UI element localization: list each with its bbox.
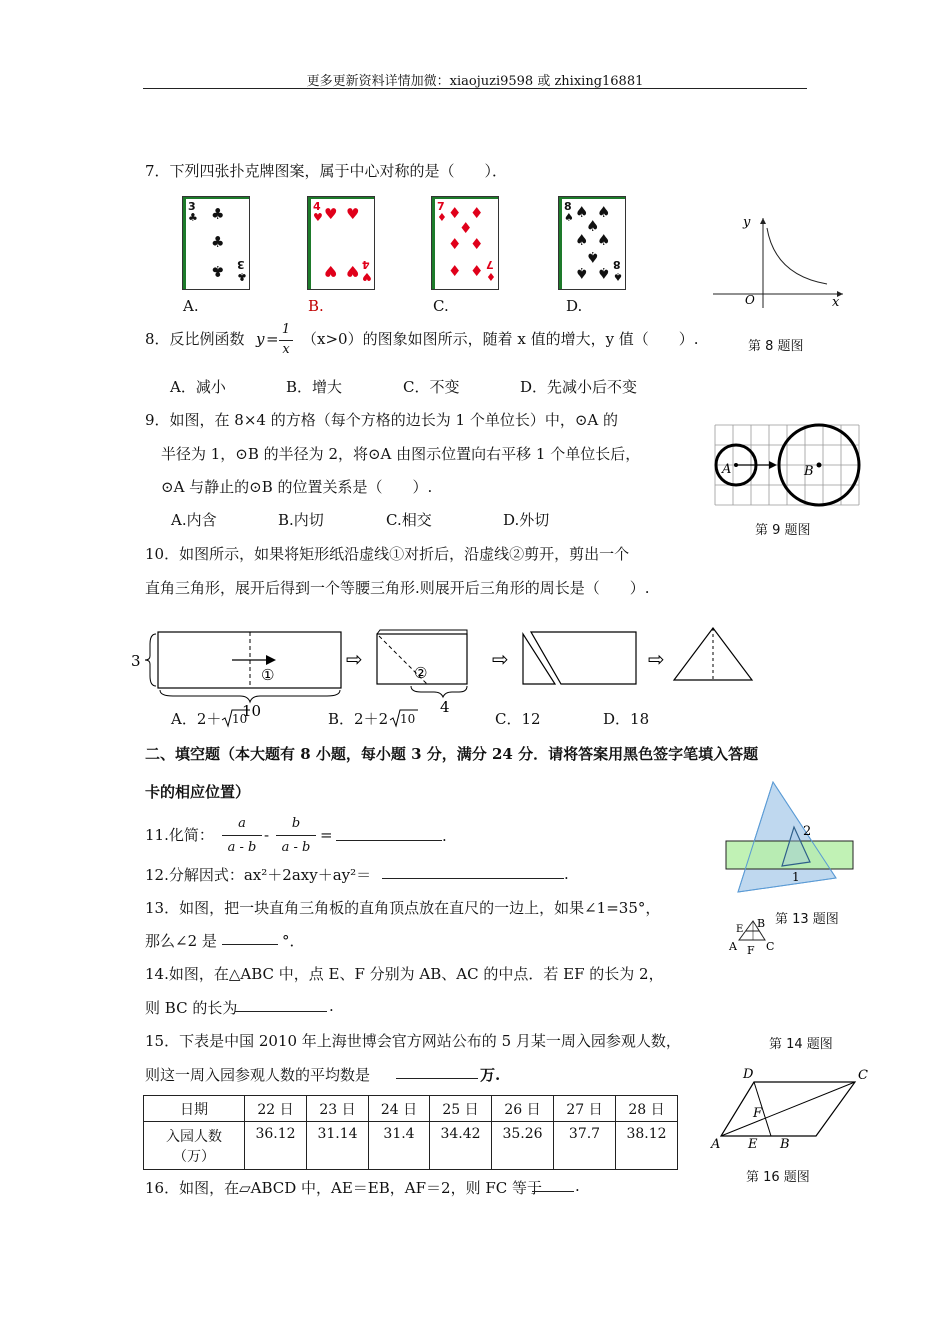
spade-icon: ♠: [575, 203, 589, 221]
vertex-b-label: B: [757, 917, 766, 930]
q10-paper-folding-figure: [128, 622, 768, 722]
q13-line-2: 那么∠2 是: [145, 932, 217, 950]
point-f-label: F: [747, 944, 755, 957]
q9-line-1: 9．如图，在 8×4 的方格（每个方格的边长为 1 个单位长）中，⊙A 的: [145, 411, 618, 429]
card-rank: 3: [188, 200, 196, 213]
q10-option-d: D．18: [603, 710, 650, 728]
q8-caption: 第 8 题图: [748, 339, 804, 354]
circle-a-label: A: [722, 462, 732, 477]
q8-numerator: 1: [281, 322, 291, 337]
point-f-label: F: [753, 1106, 763, 1121]
table-header-cell: 日期: [144, 1096, 245, 1122]
diamond-icon: ♦: [448, 262, 462, 280]
card-rank: 8: [564, 200, 572, 213]
q14-line-2: 则 BC 的长为: [145, 999, 238, 1017]
circle-b-label: B: [804, 464, 814, 479]
q11-pre: 11.化简：: [145, 826, 214, 844]
q7-option-d: D.: [566, 297, 583, 315]
q8-hyperbola-graph: [705, 210, 855, 310]
q11-numerator-2: b: [291, 816, 301, 831]
side-label-3: 3: [131, 652, 141, 670]
table-header-cell: 25 日: [430, 1096, 492, 1122]
spade-icon: ♠: [564, 211, 574, 224]
cut-mark-2: ②: [414, 664, 428, 682]
q16-caption: 第 16 题图: [746, 1170, 810, 1185]
q9-option-d: D.外切: [503, 511, 550, 529]
table-header-cell: 22 日: [245, 1096, 307, 1122]
club-icon: ♣: [211, 205, 225, 223]
q11-denominator-1: a - b: [227, 840, 257, 855]
q7-option-c: C.: [433, 297, 449, 315]
q10-option-c: C．12: [495, 710, 541, 728]
vertex-a-label: A: [711, 1137, 721, 1152]
spade-icon: ♠: [586, 248, 600, 266]
q16-text: 16．如图，在▱ABCD 中，AE＝EB，AF＝2，则 FC 等于: [145, 1179, 542, 1197]
q8-option-c: C．不变: [403, 378, 460, 396]
card-rank: 4: [362, 258, 370, 271]
table-header-cell: 23 日: [307, 1096, 369, 1122]
q14-answer-blank[interactable]: [235, 997, 327, 1016]
q13-degree: °．: [282, 932, 305, 950]
spade-icon: ♠: [575, 264, 589, 282]
q15-line-2: 则这一周入园参观人数的平均数是: [145, 1066, 371, 1084]
card-rank: 8: [613, 258, 621, 271]
q15-answer-blank[interactable]: [396, 1064, 478, 1083]
table-cell: 37.7: [554, 1122, 616, 1170]
spade-icon: ♠: [597, 203, 611, 221]
card-rank: 4: [313, 200, 321, 213]
q14-line-1: 14.如图，在△ABC 中，点 E、F 分别为 AB、AC 的中点．若 EF 的长为 2，: [145, 965, 664, 983]
arrow-icon: ⇨: [492, 647, 509, 671]
q11-numerator-1: a: [238, 816, 246, 831]
q8-eq: =: [266, 330, 279, 348]
header-rule: [143, 88, 807, 89]
q14-caption: 第 14 题图: [769, 1037, 833, 1052]
q7-text: 7．下列四张扑克牌图案，属于中心对称的是（ ）．: [145, 162, 508, 180]
vertex-c-label: C: [858, 1068, 868, 1083]
q7-option-a: A.: [183, 297, 199, 315]
vertex-d-label: D: [743, 1067, 754, 1082]
vertex-a-label: A: [729, 940, 737, 953]
angle-2-label: 2: [803, 824, 812, 839]
spade-icon: ♠: [597, 231, 611, 249]
q16-parallelogram-figure: [705, 1062, 875, 1157]
table-cell: 35.26: [492, 1122, 554, 1170]
vertex-c-label: C: [766, 940, 775, 953]
diamond-icon: ♦: [459, 219, 473, 237]
arrow-icon: ⇨: [346, 647, 363, 671]
diamond-icon: ♦: [470, 204, 484, 222]
card-eight-spades: [558, 196, 626, 290]
q8-option-b: B．增大: [286, 378, 343, 396]
diamond-icon: ♦: [437, 211, 447, 224]
q9-line-2: 半径为 1，⊙B 的半径为 2，将⊙A 由图示位置向右平移 1 个单位长后，: [161, 445, 641, 463]
q11-frac-line-1: [222, 835, 262, 836]
q9-grid-figure: [713, 423, 863, 509]
q12-answer-blank[interactable]: .: [382, 864, 569, 883]
q12-text: 12.分解因式：ax²＋2axy＋ay²＝: [145, 866, 372, 884]
q10-sqrt-a-value: 10: [232, 712, 248, 726]
table-row-label: [144, 1122, 245, 1170]
q13-ruler-triangle-figure: [720, 780, 860, 900]
q11-answer-blank[interactable]: .: [336, 826, 447, 845]
q9-caption: 第 9 题图: [755, 523, 811, 538]
heart-icon: ♥: [346, 205, 360, 223]
q14-triangle-figure: [727, 912, 777, 960]
arrow-icon: ⇨: [648, 647, 665, 671]
q13-answer-blank[interactable]: [222, 930, 278, 949]
point-e-label: E: [736, 924, 744, 935]
card-three-clubs: [182, 196, 250, 290]
q15-unit: 万.: [480, 1066, 501, 1084]
q9-line-3: ⊙A 与静止的⊙B 的位置关系是（ ）.: [161, 478, 433, 496]
q13-caption: 第 13 题图: [775, 912, 839, 927]
heart-icon: ♥: [313, 211, 323, 224]
q15-line-1: 15．下表是中国 2010 年上海世博会官方网站公布的 5 月某一周入园参观人数，: [145, 1032, 681, 1050]
angle-1-label: 1: [792, 870, 800, 884]
card-four-hearts: [307, 196, 375, 290]
q8-func-y: y: [256, 330, 265, 348]
heart-icon: ♥: [362, 270, 372, 283]
card-seven-diamonds: [431, 196, 499, 290]
diamond-icon: ♦: [448, 204, 462, 222]
section-2-heading: 二、填空题（本大题有 8 小题，每小题 3 分，满分 24 分．请将答案用黑色签字笔填入答题: [145, 745, 759, 763]
club-icon: ♣: [211, 233, 225, 251]
table-cell: 31.4: [369, 1122, 430, 1170]
club-icon: ♣: [211, 262, 225, 280]
heart-icon: ♥: [324, 205, 338, 223]
club-icon: ♣: [188, 211, 198, 224]
club-icon: ♣: [237, 270, 247, 283]
point-e-label: E: [748, 1137, 758, 1152]
q11-equals: =: [320, 826, 333, 844]
q10-line-2: 直角三角形，展开后得到一个等腰三角形.则展开后三角形的周长是（ ）.: [145, 579, 650, 597]
spade-icon: ♠: [575, 231, 589, 249]
card-rank: 3: [237, 258, 245, 271]
q8-option-d: D．先减小后不变: [520, 378, 638, 396]
diamond-icon: ♦: [470, 235, 484, 253]
page-header: 更多更新资料详情加微：xiaojuzi9598 或 zhixing16881: [306, 74, 644, 89]
card-rank: 7: [486, 258, 494, 271]
heart-icon: ♥: [346, 262, 360, 280]
q10-option-b: B．2＋2: [328, 710, 389, 728]
table-cell: 38.12: [616, 1122, 678, 1170]
row-label-line-2: （万）: [173, 1148, 215, 1165]
q11-minus: -: [264, 826, 270, 844]
card-rank: 7: [437, 200, 445, 213]
spade-icon: ♠: [586, 217, 600, 235]
q8-post: （x>0）的图象如图所示，随着 x 值的增大，y 值（ ）.: [302, 330, 699, 348]
q9-option-c: C.相交: [386, 511, 432, 529]
table-header-cell: 27 日: [554, 1096, 616, 1122]
table-header-cell: 24 日: [369, 1096, 430, 1122]
table-header-cell: 26 日: [492, 1096, 554, 1122]
table-header-cell: 28 日: [616, 1096, 678, 1122]
q10-line-1: 10．如图所示，如果将矩形纸沿虚线①对折后，沿虚线②剪开，剪出一个: [145, 545, 630, 563]
q11-denominator-2: a - b: [281, 840, 311, 855]
spade-icon: ♠: [597, 264, 611, 282]
length-label-10: 10: [242, 702, 262, 720]
table-header-row: [144, 1096, 678, 1122]
fold-mark-1: ①: [261, 666, 275, 684]
q8-denominator: x: [282, 342, 290, 357]
q10-option-a: A．2＋: [171, 710, 222, 728]
diamond-icon: ♦: [486, 270, 496, 283]
spade-icon: ♠: [613, 270, 623, 283]
diamond-icon: ♦: [470, 262, 484, 280]
heart-icon: ♥: [324, 262, 338, 280]
q11-frac-line-2: [276, 835, 316, 836]
origin-label: O: [745, 293, 755, 307]
section-2-heading-cont: 卡的相应位置）: [145, 783, 251, 801]
table-cell: 36.12: [245, 1122, 307, 1170]
table-row: [144, 1122, 678, 1170]
q14-period: .: [329, 997, 334, 1015]
q16-answer-blank[interactable]: [532, 1177, 574, 1196]
q10-sqrt-b-value: 10: [400, 712, 416, 726]
table-cell: 31.14: [307, 1122, 369, 1170]
vertex-b-label: B: [780, 1137, 790, 1152]
q13-line-1: 13．如图，把一块直角三角板的直角顶点放在直尺的一边上，如果∠1=35°，: [145, 899, 661, 917]
axis-y-label: y: [743, 215, 751, 230]
q7-option-b: B.: [308, 297, 324, 315]
q15-visitor-table: [143, 1095, 678, 1170]
row-label-line-1: 入园人数: [166, 1128, 222, 1145]
axis-x-label: x: [832, 295, 840, 310]
q16-period: .: [575, 1177, 580, 1195]
q8-frac-line: [279, 340, 293, 341]
diamond-icon: ♦: [448, 235, 462, 253]
length-label-4: 4: [440, 698, 450, 716]
q9-option-a: A.内含: [171, 511, 217, 529]
q9-option-b: B.内切: [278, 511, 324, 529]
table-cell: 34.42: [430, 1122, 492, 1170]
q8-pre: 8．反比例函数: [145, 330, 245, 348]
q8-option-a: A．减小: [170, 378, 226, 396]
